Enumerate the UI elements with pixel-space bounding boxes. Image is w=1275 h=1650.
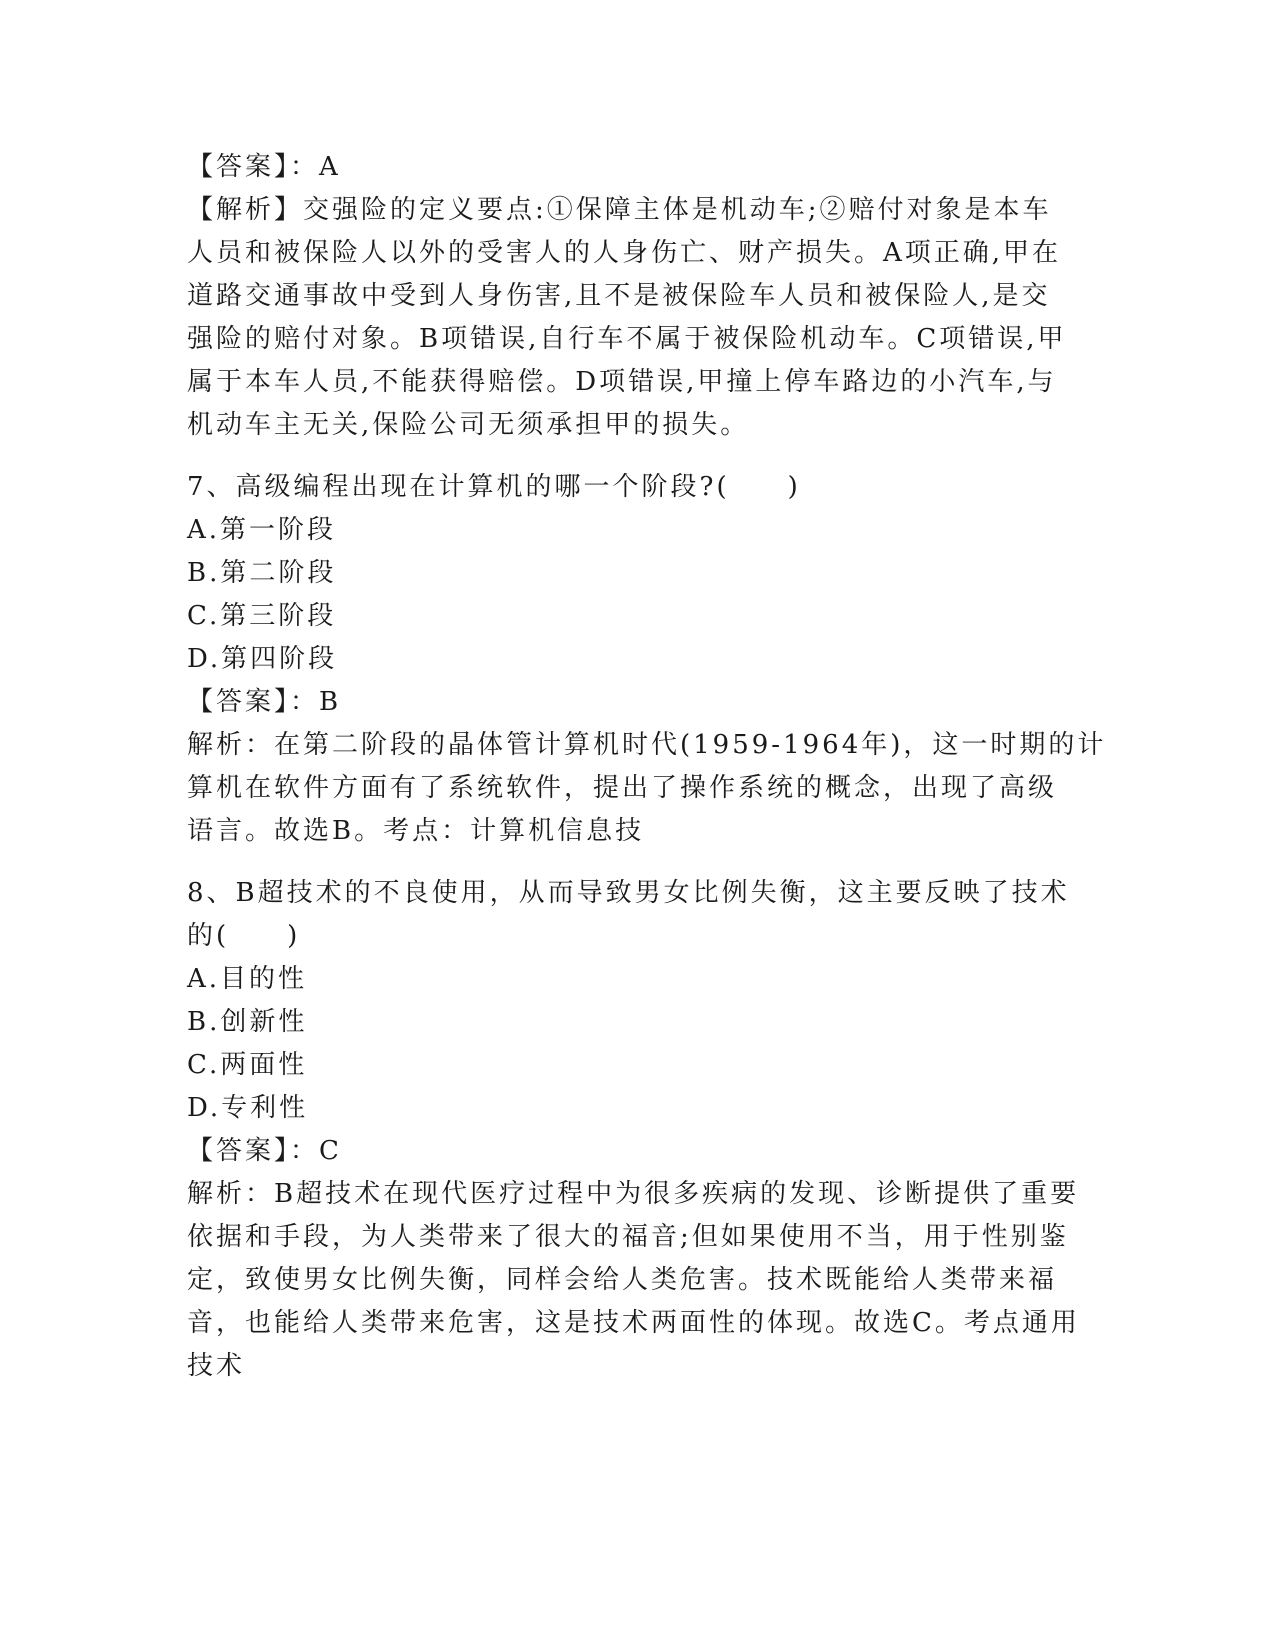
analysis-line: 语言。故选B。考点：计算机信息技: [187, 816, 645, 846]
answer-line: 【答案】：C: [187, 1136, 342, 1166]
document-page: [187, 146, 1107, 1388]
analysis-line: 解析：B超技术在现代医疗过程中为很多疾病的发现、诊断提供了重要: [187, 1179, 1080, 1209]
analysis-line: 定，致使男女比例失衡，同样会给人类危害。技术既能给人类带来福: [187, 1265, 1058, 1295]
option-d: D.第四阶段: [187, 644, 338, 674]
analysis-line: 机动车主无关,保险公司无须承担甲的损失。: [187, 410, 750, 440]
analysis-line: 道路交通事故中受到人身伤害,且不是被保险车人员和被保险人,是交: [187, 281, 1051, 311]
analysis-line: 解析：在第二阶段的晶体管计算机时代(1959-1964年)，这一时期的计: [187, 730, 1107, 760]
answer-line: 【答案】：B: [187, 687, 342, 717]
question-text: 7、高级编程出现在计算机的哪一个阶段?( ): [187, 472, 801, 502]
option-a: A.目的性: [187, 964, 308, 994]
analysis-line: 算机在软件方面有了系统软件，提出了操作系统的概念，出现了高级: [187, 773, 1058, 803]
question-block-q7: [187, 466, 1107, 853]
option-c: C.两面性: [187, 1050, 308, 1080]
option-b: B.第二阶段: [187, 558, 337, 588]
analysis-line: 属于本车人员,不能获得赔偿。D项错误,甲撞上停车路边的小汽车,与: [187, 367, 1057, 397]
question-text: 的( ): [187, 921, 301, 951]
analysis-line: 音，也能给人类带来危害，这是技术两面性的体现。故选C。考点通用: [187, 1308, 1080, 1338]
option-b: B.创新性: [187, 1007, 308, 1037]
analysis-line: 依据和手段，为人类带来了很大的福音;但如果使用不当，用于性别鉴: [187, 1222, 1069, 1252]
answer-block-q6: [187, 146, 1092, 447]
answer-line: 【答案】：A: [187, 152, 341, 182]
question-text: 8、B超技术的不良使用，从而导致男女比例失衡，这主要反映了技术: [187, 878, 1070, 908]
option-c: C.第三阶段: [187, 601, 337, 631]
analysis-line: 人员和被保险人以外的受害人的人身伤亡、财产损失。A项正确,甲在: [187, 238, 1062, 268]
analysis-line: 强险的赔付对象。B项错误,自行车不属于被保险机动车。C项错误,甲: [187, 324, 1067, 354]
analysis-line: 【解析】交强险的定义要点:①保障主体是机动车;②赔付对象是本车: [187, 195, 1052, 225]
question-block-q8: [187, 872, 1092, 1388]
analysis-line: 技术: [187, 1351, 246, 1381]
option-a: A.第一阶段: [187, 515, 337, 545]
option-d: D.专利性: [187, 1093, 309, 1123]
